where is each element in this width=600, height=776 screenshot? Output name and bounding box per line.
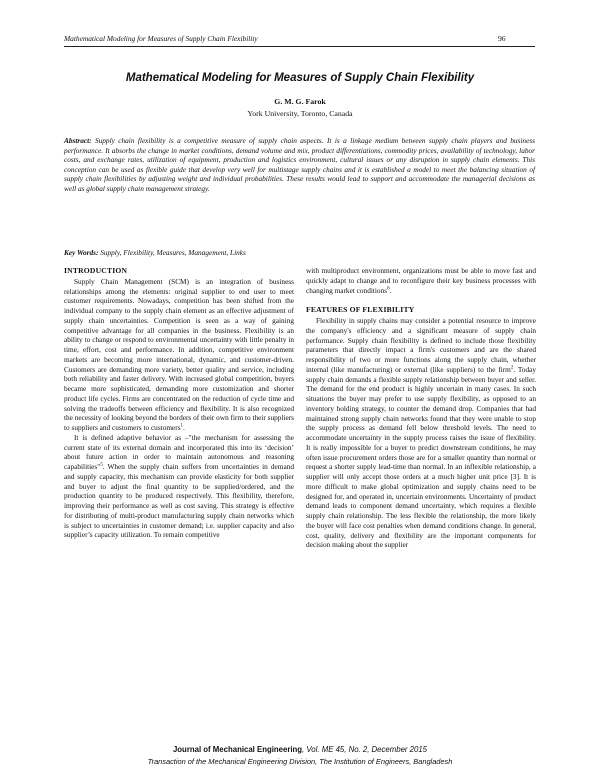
journal-issue: , Vol. ME 45, No. 2, December 2015	[302, 745, 428, 754]
keywords-text: Supply, Flexibility, Measures, Management, Links	[98, 248, 246, 257]
author: G. M. G. Farok	[274, 97, 326, 106]
introduction-heading: INTRODUCTION	[64, 266, 128, 275]
features-heading: FEATURES OF FLEXIBILITY	[306, 305, 415, 315]
citation: 2	[510, 365, 514, 371]
keywords	[64, 248, 535, 257]
affiliation: York University, Toronto, Canada	[247, 109, 353, 118]
right-column	[306, 266, 536, 550]
citation: 5	[100, 462, 103, 468]
keywords-label: Key Words:	[64, 248, 99, 257]
features-paragraph-1: Flexibility in supply chains may consider a potential resource to improve the company's efficiency and a significant measure of supply chain performance. Supply chain flexibility is defined to include those flexibility parameters that directly impact a firm's customers and are the shared responsibility of two or more functions along the supply chain, whether internal (like manufacturing) or external (like suppliers) to the firm$^2$. Today supply chain demands a flexible supply relationship between buyer and seller. The demand for the end product is highly uncertain in many cases. In such situations the buyer may prefer to use supply flexibility, as opposed to an inventory holding strategy, to counter the demand drop. Companies that had maintained strong supply chain networks found that they were unable to stop the supply process as demand fell below threshold levels. The need to accommodate uncertainty in the supply process raises the issue of flexibility. It is really impossible for a buyer to predict downstream conditions, he may often issue procurement orders those are for a smaller quantity than normal or request a shorter supply lead-time than normal. In an inflexible relationship, a supplier will only accept those orders at a much higher unit price [3]. It is more difficult to make global optimization and supply chains need to be designed for, and operated in, uncertain environments. Uncertainty of product demand leads to component demand uncertainty, which requires a flexible supply chain relationship. The less flexible the relationship, the more likely the buyer will face cost penalties when demand conditions change. In general, cost, quality, delivery and flexibility are the important components for decision making about the supplier	[306, 316, 536, 550]
paper-title: Mathematical Modeling for Measures of Supply Chain Flexibility	[125, 72, 475, 84]
intro-paragraph-1: Supply Chain Management (SCM) is an integration of business relationships among the elements: original supplier to end user to meet customer requirements. Nowadays, competition has been shifted from the individual company to the supply chain element as an effective adjustment of supply chain uncertainties. Competition is seen as a way of gaining competitive advantage for all companies in the business. Flexibility is an ability to change or respond to environmental uncertainty with little penalty in time, effort, cost and performance. In addition, competitive environment markets are becoming more international, dynamic, and customer-driven. Customers are demanding more variety, better quality and service, including both reliability and faster delivery. With increased global competition, buyers became more sophisticated, demanding more customization and shorter product life cycles. Firms are concentrated on the reduction of cycle time and solving the tradeoffs between efficiency and flexibility. It is also recognized the necessity of looking beyond the borders of their own firm to their suppliers to suppliers and customers to customers$^1$.	[64, 276, 295, 432]
intro-paragraph-2-continued: with multiproduct environment, organizations must be able to move fast and quickly adapt to change and to reconfigure their key business processes with changing market conditions$^6$.	[306, 266, 536, 295]
journal-name: Journal of Mechanical Engineering	[172, 745, 303, 754]
citation: 1	[180, 423, 184, 429]
left-column	[64, 266, 294, 540]
citation: 6	[387, 286, 390, 292]
abstract	[64, 136, 535, 194]
journal-citation	[0, 745, 600, 754]
header-divider	[64, 46, 535, 47]
page-number: 96	[498, 34, 506, 43]
journal-transaction: Transaction of the Mechanical Engineering Division, The Institution of Engineers, Bangladesh	[147, 757, 453, 766]
abstract-label: Abstract:	[64, 136, 92, 145]
abstract-text: Supply chain flexibility is a competitive measure of supply chain aspects. It is a linkage medium between supply chain players and business performance. It absorbs the change in market conditions, demand volume and mix, product differentiations, commodity prices, availability of technology, labor costs, and exchange rates, utilization of equipment, production and logistics environment, cultural issues or any disruption in supply chain elements. This conception can be used as flexible guide that develop very well for multistage supply chains and it is established a model to meet the balancing situation of supply chain flexibilities by adjusting weight and individual probabilities. These results would lead to support and accommodate the managerial decisions as well as global supply chain management strategy.	[64, 136, 535, 193]
intro-paragraph-2: It is defined adaptive behavior as –"the mechanism for assessing the current state of its external domain and incorporated this into its ‘decision’ about future action in order to maintain autonomous and reasoning capabilities"$^5$. When the supply chain suffers from uncertainties in demand and supply capacity, this mechanism can provide elasticity for both supplier and buyer to adjust the final quantity to be supplied/ordered, and the production quantity to be produced respectively. This flexibility, therefore, improving their performance as well as cost saving. This strategy is effective for distributing of multi-product manufacturing supply chain networks which is subject to uncertainties in customer demand; i.e. supplier capacity and also supplier’s capacity utilization. To remain competitive	[64, 432, 294, 540]
running-title: Mathematical Modeling for Measures of Supply Chain Flexibility	[64, 34, 258, 43]
